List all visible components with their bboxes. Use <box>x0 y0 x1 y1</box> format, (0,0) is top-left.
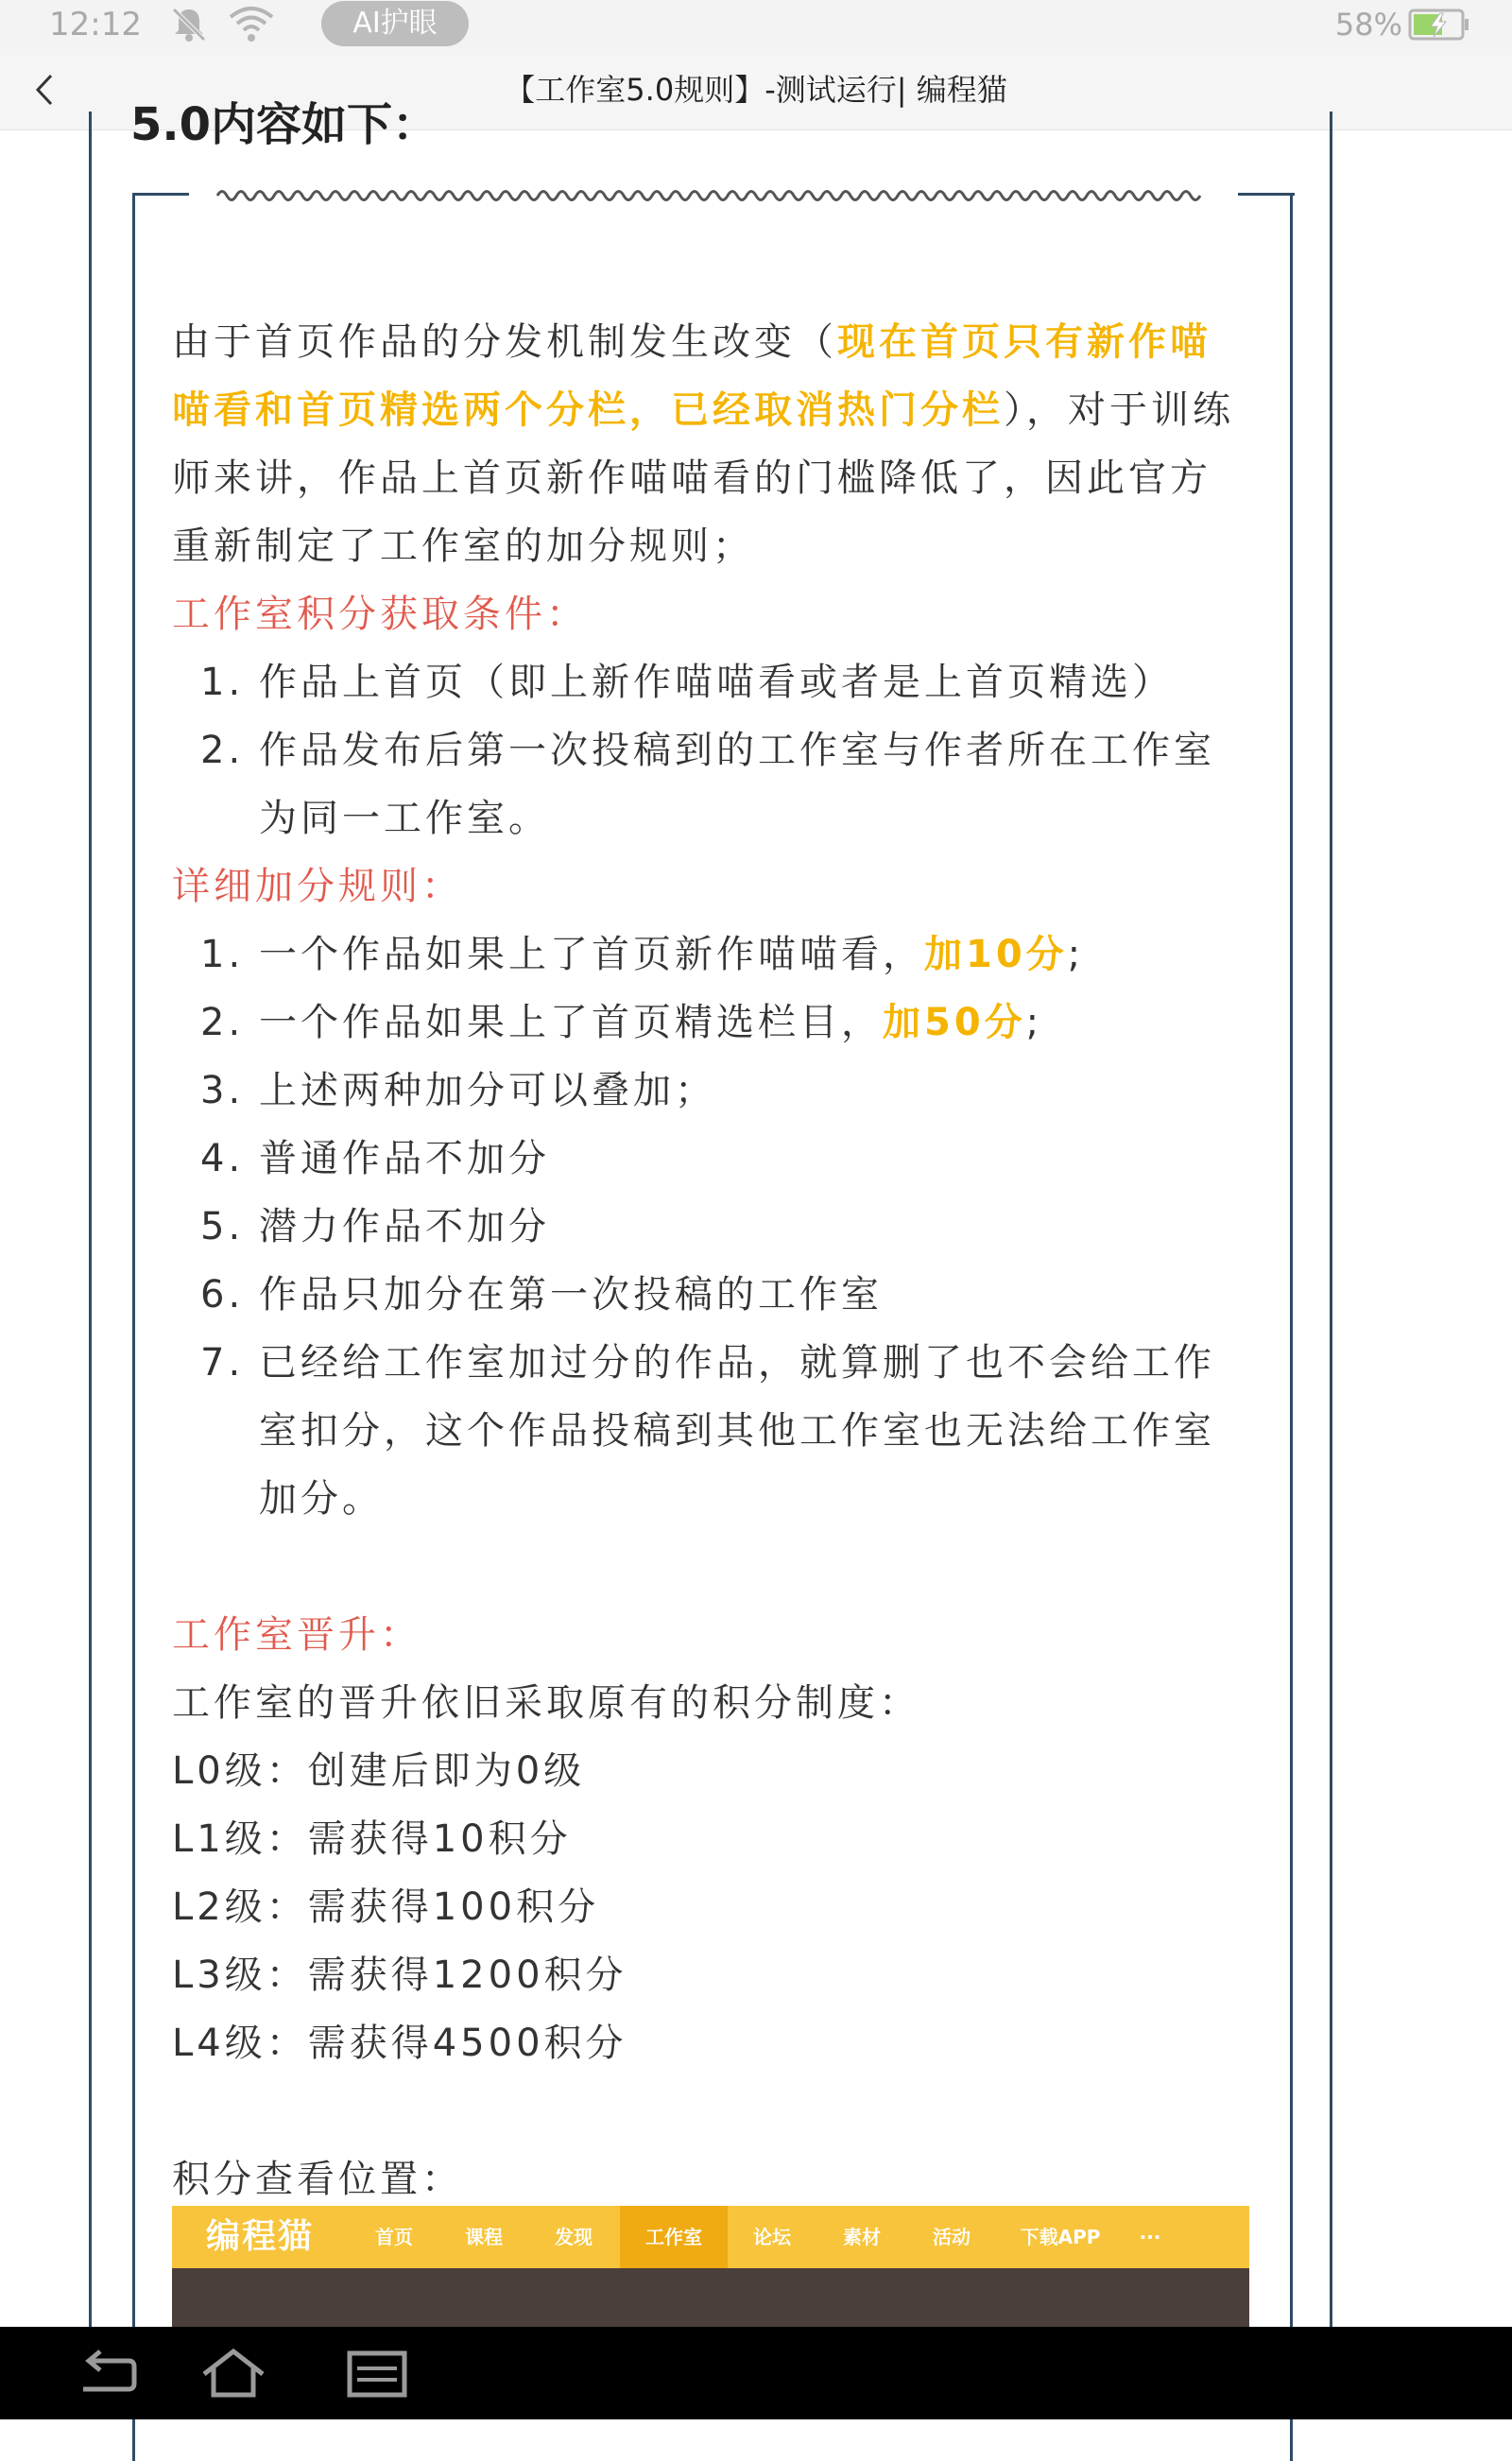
promotion-heading: 工作室晋升： <box>172 1613 421 1657</box>
back-icon[interactable] <box>74 2346 140 2401</box>
status-time: 12:12 <box>49 6 142 43</box>
rules-heading: 详细加分规则： <box>172 865 463 908</box>
rules-list <box>172 921 1249 1533</box>
spacer <box>172 1533 1249 1601</box>
intro-paragraph: 由于首页作品的分发机制发生改变（现在首页只有新作喵喵看和首页精选两个分栏，已经取消热门分栏），对于训练师来讲，作品上首页新作喵喵看的门槛降低了，因此官方重新制定了工作室的加分规则； <box>172 320 1234 568</box>
level-line: L4级：需获得4500积分 <box>172 2022 627 2065</box>
conditions-heading: 工作室积分获取条件： <box>172 593 588 636</box>
site-nav-item: 课程 <box>465 2226 503 2248</box>
recents-icon[interactable] <box>344 2346 410 2401</box>
chevron-left-icon[interactable] <box>17 62 70 117</box>
list-item: 3. 上述两种加分可以叠加； <box>200 1069 716 1112</box>
site-nav-item: 下载APP <box>1020 2226 1101 2248</box>
conditions-list <box>172 648 1249 852</box>
list-item: 7. 已经给工作室加过分的作品，就算删了也不会给工作室扣分，这个作品投稿到其他工作室也无法给工作室加分。 <box>200 1341 1215 1521</box>
level-line: L0级：创建后即为0级 <box>172 1749 586 1793</box>
system-nav-bar <box>0 2327 1512 2419</box>
promotion-intro: 工作室的晋升依旧采取原有的积分制度： <box>172 1681 920 1725</box>
list-item: 4. 普通作品不加分 <box>200 1137 550 1180</box>
site-nav-bar <box>172 2206 1249 2268</box>
home-icon[interactable] <box>200 2346 266 2401</box>
list-item: 2. 一个作品如果上了首页精选栏目，加50分; <box>200 1001 1043 1044</box>
list-item: 5. 潜力作品不加分 <box>200 1205 550 1248</box>
list-item: 2. 作品发布后第一次投稿到的工作室与作者所在工作室为同一工作室。 <box>200 729 1215 840</box>
eye-care-badge: AI护眼 <box>321 1 469 46</box>
site-nav-item: ··· <box>1139 2226 1161 2248</box>
article-body <box>172 308 1249 2213</box>
bell-muted-icon <box>168 4 210 45</box>
points-location-label: 积分查看位置： <box>172 2158 463 2201</box>
box-corner-left <box>132 193 189 196</box>
intro-highlight: 现在首页只有新作喵喵看和首页精选两个分栏，已经取消热门分栏 <box>172 320 1211 432</box>
site-nav-item: 发现 <box>555 2226 593 2248</box>
list-item: 1. 一个作品如果上了首页新作喵喵看，加10分; <box>200 933 1085 976</box>
level-line: L2级：需获得100积分 <box>172 1885 600 1929</box>
status-bar <box>0 0 1512 49</box>
section-heading-cut: 5.0内容如下： <box>130 98 438 151</box>
list-item: 1. 作品上首页（即上新作喵喵看或者是上首页精选） <box>200 661 1174 704</box>
site-logo: 编程猫 <box>206 2217 315 2256</box>
list-item: 6. 作品只加分在第一次投稿的工作室 <box>200 1273 883 1317</box>
wave-divider <box>217 183 1200 208</box>
site-nav-item-active: 工作室 <box>620 2206 728 2268</box>
site-nav-screenshot <box>172 2206 1249 2338</box>
level-line: L3级：需获得1200积分 <box>172 1953 627 1997</box>
site-nav-item: 素材 <box>843 2226 881 2248</box>
site-nav-item: 活动 <box>933 2226 971 2248</box>
battery-percent: 58% <box>1334 7 1402 43</box>
battery-charging-icon <box>1408 8 1470 42</box>
level-line: L1级：需获得10积分 <box>172 1817 572 1861</box>
site-nav-item: 首页 <box>375 2226 413 2248</box>
site-nav-item: 论坛 <box>753 2226 791 2248</box>
box-corner-right <box>1238 193 1295 196</box>
wifi-icon <box>227 4 276 45</box>
article-content[interactable] <box>0 98 1512 2327</box>
page-title: 【工作室5.0规则】-测试运行| 编程猫 <box>505 72 1007 108</box>
spacer <box>172 2077 1249 2145</box>
